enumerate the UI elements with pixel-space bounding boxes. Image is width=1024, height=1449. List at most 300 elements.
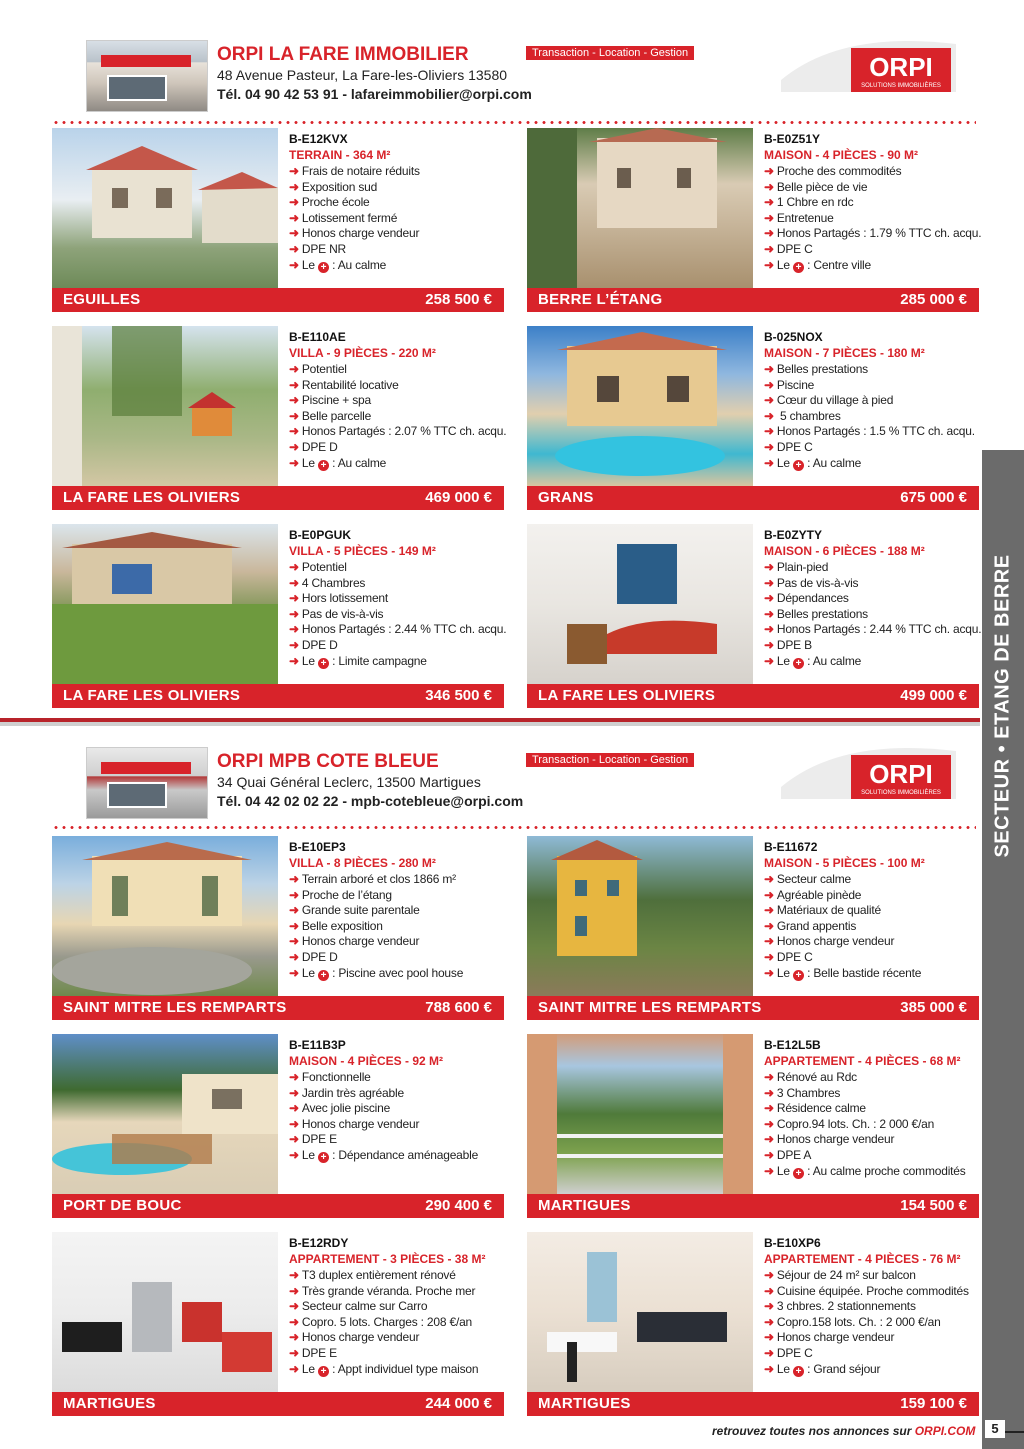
arrow-right-icon: ➜ bbox=[289, 1314, 299, 1329]
arrow-right-icon: ➜ bbox=[764, 455, 774, 470]
arrow-right-icon: ➜ bbox=[289, 393, 299, 408]
arrow-right-icon: ➜ bbox=[289, 637, 299, 652]
listing-price: 258 500 € bbox=[425, 291, 492, 308]
feature-item bbox=[764, 934, 979, 950]
arrow-right-icon: ➜ bbox=[289, 934, 299, 949]
feature-text: Piscine bbox=[776, 377, 815, 392]
feature-item bbox=[764, 1117, 979, 1133]
agency-name: ORPI LA FARE IMMOBILIER bbox=[217, 44, 469, 65]
highlight-label: Le bbox=[776, 1163, 790, 1178]
listing-city: MARTIGUES bbox=[63, 1395, 156, 1412]
listing-bar bbox=[527, 684, 979, 708]
listing-reference: B-E12KVX bbox=[289, 132, 348, 146]
feature-item bbox=[289, 164, 504, 180]
arrow-right-icon: ➜ bbox=[289, 949, 299, 964]
listing-city: EGUILLES bbox=[63, 291, 141, 308]
feature-item bbox=[289, 919, 504, 935]
feature-text: Honos Partagés : 2.07 % TTC ch. acqu. bbox=[301, 424, 507, 439]
highlight-label: Le bbox=[776, 965, 790, 980]
arrow-right-icon: ➜ bbox=[764, 934, 774, 949]
highlight-text: : Piscine avec pool house bbox=[328, 965, 464, 980]
listing-price: 244 000 € bbox=[425, 1395, 492, 1412]
listing-info bbox=[764, 528, 982, 669]
arrow-right-icon: ➜ bbox=[289, 965, 299, 980]
arrow-right-icon: ➜ bbox=[289, 195, 299, 210]
feature-text: Agréable pinède bbox=[776, 887, 862, 902]
feature-text: Honos charge vendeur bbox=[301, 934, 420, 949]
listing-info bbox=[289, 1038, 504, 1164]
feature-text: 3 Chambres bbox=[776, 1085, 841, 1100]
agency-storefront-photo bbox=[86, 40, 208, 112]
listing-card[interactable] bbox=[52, 1232, 504, 1416]
arrow-right-icon: ➜ bbox=[289, 1116, 299, 1131]
agency-address: 48 Avenue Pasteur, La Fare-les-Oliviers 13580 bbox=[217, 67, 508, 83]
property-photo bbox=[527, 1034, 753, 1194]
listing-card[interactable] bbox=[527, 326, 979, 510]
feature-item bbox=[289, 934, 504, 950]
listing-reference: B-E11B3P bbox=[289, 1038, 346, 1052]
feature-text: Très grande véranda. Proche mer bbox=[301, 1283, 476, 1298]
feature-item bbox=[289, 1346, 504, 1362]
arrow-right-icon: ➜ bbox=[764, 591, 774, 606]
dotted-divider bbox=[52, 826, 976, 829]
listing-bar bbox=[52, 996, 504, 1020]
arrow-right-icon: ➜ bbox=[764, 1101, 774, 1116]
feature-text: Pas de vis-à-vis bbox=[301, 606, 384, 621]
arrow-right-icon: ➜ bbox=[289, 1085, 299, 1100]
highlight-label: Le bbox=[776, 653, 790, 668]
feature-item bbox=[764, 607, 979, 623]
feature-item bbox=[764, 1284, 979, 1300]
plus-icon: + bbox=[318, 460, 329, 471]
feature-item bbox=[764, 1299, 979, 1315]
listing-bar bbox=[527, 1194, 979, 1218]
feature-text: Avec jolie piscine bbox=[301, 1101, 391, 1116]
feature-item bbox=[289, 560, 504, 576]
feature-item bbox=[289, 638, 504, 654]
arrow-right-icon: ➜ bbox=[764, 210, 774, 225]
arrow-right-icon: ➜ bbox=[764, 1283, 774, 1298]
arrow-right-icon: ➜ bbox=[289, 241, 299, 256]
feature-item bbox=[764, 1148, 979, 1164]
listing-price: 499 000 € bbox=[900, 687, 967, 704]
arrow-right-icon: ➜ bbox=[289, 362, 299, 376]
feature-item bbox=[289, 362, 504, 378]
highlight-text: : Grand séjour bbox=[803, 1361, 881, 1376]
agency-contact: Tél. 04 42 02 02 22 - mpb-cotebleue@orpi.com bbox=[217, 793, 524, 809]
feature-item bbox=[289, 378, 504, 394]
listing-type: MAISON - 5 PIÈCES - 100 M² bbox=[764, 856, 925, 870]
feature-text: Hors lotissement bbox=[301, 591, 389, 606]
arrow-right-icon: ➜ bbox=[289, 918, 299, 933]
feature-text: Honos Partagés : 2.44 % TTC ch. acqu. bbox=[776, 622, 982, 637]
listing-card[interactable] bbox=[527, 524, 982, 708]
feature-text: Honos Partagés : 2.44 % TTC ch. acqu. bbox=[301, 622, 507, 637]
property-photo bbox=[52, 836, 278, 996]
feature-text: Rentabilité locative bbox=[301, 377, 399, 392]
feature-item bbox=[764, 919, 979, 935]
feature-text: Copro.94 lots. Ch. : 2 000 €/an bbox=[776, 1116, 935, 1131]
listing-city: MARTIGUES bbox=[538, 1197, 631, 1214]
arrow-right-icon: ➜ bbox=[764, 408, 774, 423]
listing-type: MAISON - 4 PIÈCES - 92 M² bbox=[289, 1054, 444, 1068]
listing-price: 285 000 € bbox=[900, 291, 967, 308]
arrow-right-icon: ➜ bbox=[289, 1299, 299, 1314]
listing-reference: B-E12L5B bbox=[764, 1038, 821, 1052]
listing-card[interactable] bbox=[52, 836, 504, 1020]
property-photo bbox=[527, 524, 753, 684]
feature-highlight bbox=[289, 258, 504, 274]
feature-text: DPE B bbox=[776, 637, 812, 652]
arrow-right-icon: ➜ bbox=[764, 241, 774, 256]
property-photo bbox=[527, 326, 753, 486]
arrow-right-icon: ➜ bbox=[289, 1268, 299, 1282]
listing-price: 346 500 € bbox=[425, 687, 492, 704]
agency-header bbox=[86, 747, 966, 823]
feature-text: Piscine + spa bbox=[301, 393, 371, 408]
listing-bar bbox=[527, 996, 979, 1020]
arrow-right-icon: ➜ bbox=[764, 965, 774, 980]
listing-bar bbox=[52, 1392, 504, 1416]
listing-card[interactable] bbox=[527, 1232, 979, 1416]
property-photo bbox=[52, 1232, 278, 1392]
feature-item bbox=[764, 378, 979, 394]
listing-bar bbox=[52, 684, 504, 708]
listing-reference: B-E0Z51Y bbox=[764, 132, 821, 146]
feature-item bbox=[764, 242, 979, 258]
listing-info bbox=[289, 528, 507, 669]
listing-card[interactable] bbox=[52, 326, 507, 510]
feature-item bbox=[764, 440, 979, 456]
feature-list bbox=[764, 164, 982, 273]
feature-list bbox=[764, 1268, 979, 1377]
feature-highlight bbox=[289, 1148, 504, 1164]
page-number: 5 bbox=[985, 1420, 1005, 1438]
feature-item bbox=[289, 1117, 504, 1133]
feature-text: DPE NR bbox=[301, 241, 346, 256]
feature-item bbox=[289, 888, 504, 904]
listing-city: SAINT MITRE LES REMPARTS bbox=[63, 999, 287, 1016]
feature-text: DPE C bbox=[776, 241, 813, 256]
plus-icon: + bbox=[793, 658, 804, 669]
arrow-right-icon: ➜ bbox=[764, 1314, 774, 1329]
feature-item bbox=[289, 872, 504, 888]
listing-info bbox=[764, 330, 979, 471]
arrow-right-icon: ➜ bbox=[289, 408, 299, 423]
property-photo bbox=[52, 326, 278, 486]
feature-text: DPE D bbox=[301, 637, 338, 652]
feature-item bbox=[289, 607, 504, 623]
arrow-right-icon: ➜ bbox=[764, 1345, 774, 1360]
arrow-right-icon: ➜ bbox=[289, 903, 299, 918]
feature-text: 3 chbres. 2 stationnements bbox=[776, 1299, 916, 1314]
feature-text: Belles prestations bbox=[776, 606, 868, 621]
highlight-text: : Appt individuel type maison bbox=[328, 1361, 479, 1376]
feature-item bbox=[764, 622, 982, 638]
listing-card[interactable] bbox=[527, 1034, 979, 1218]
feature-text: Proche école bbox=[301, 195, 370, 210]
listing-type: APPARTEMENT - 4 PIÈCES - 68 M² bbox=[764, 1054, 961, 1068]
feature-list bbox=[289, 1268, 504, 1377]
feature-text: DPE A bbox=[776, 1147, 812, 1162]
feature-text: Cœur du village à pied bbox=[776, 393, 894, 408]
arrow-right-icon: ➜ bbox=[764, 377, 774, 392]
arrow-right-icon: ➜ bbox=[764, 887, 774, 902]
arrow-right-icon: ➜ bbox=[289, 226, 299, 241]
feature-item bbox=[764, 424, 979, 440]
feature-item bbox=[289, 1315, 504, 1331]
listing-card[interactable] bbox=[52, 1034, 504, 1218]
feature-item bbox=[764, 164, 979, 180]
feature-item bbox=[764, 180, 979, 196]
orpi-logo-brand: ORPI bbox=[869, 759, 933, 789]
feature-item bbox=[764, 576, 979, 592]
feature-item bbox=[764, 211, 979, 227]
arrow-right-icon: ➜ bbox=[289, 179, 299, 194]
feature-item bbox=[289, 409, 504, 425]
feature-highlight bbox=[764, 1164, 979, 1180]
feature-item bbox=[764, 362, 979, 378]
highlight-text: : Belle bastide récente bbox=[803, 965, 922, 980]
listing-card[interactable] bbox=[52, 128, 504, 312]
arrow-right-icon: ➜ bbox=[764, 362, 774, 376]
agency-services-tag: Transaction - Location - Gestion bbox=[526, 753, 694, 767]
feature-text: Jardin très agréable bbox=[301, 1085, 404, 1100]
plus-icon: + bbox=[318, 970, 329, 981]
arrow-right-icon: ➜ bbox=[289, 1147, 299, 1162]
arrow-right-icon: ➜ bbox=[764, 606, 774, 621]
property-photo bbox=[52, 524, 278, 684]
listing-type: MAISON - 6 PIÈCES - 188 M² bbox=[764, 544, 925, 558]
agency-storefront-photo bbox=[86, 747, 208, 819]
footer-text: retrouvez toutes nos annonces sur bbox=[712, 1424, 915, 1438]
arrow-right-icon: ➜ bbox=[764, 903, 774, 918]
arrow-right-icon: ➜ bbox=[289, 257, 299, 272]
arrow-right-icon: ➜ bbox=[764, 637, 774, 652]
listing-bar bbox=[52, 288, 504, 312]
feature-item bbox=[289, 211, 504, 227]
highlight-label: Le bbox=[301, 1361, 315, 1376]
feature-text: Copro. 5 lots. Charges : 208 €/an bbox=[301, 1314, 473, 1329]
feature-highlight bbox=[764, 966, 979, 982]
arrow-right-icon: ➜ bbox=[289, 1132, 299, 1147]
feature-text: DPE C bbox=[776, 949, 813, 964]
footer-website-link[interactable]: ORPI.COM bbox=[914, 1424, 976, 1438]
listing-type: VILLA - 5 PIÈCES - 149 M² bbox=[289, 544, 436, 558]
listing-bar bbox=[527, 288, 979, 312]
arrow-right-icon: ➜ bbox=[764, 195, 774, 210]
feature-text: 5 chambres bbox=[776, 408, 841, 423]
property-photo bbox=[527, 1232, 753, 1392]
feature-item bbox=[289, 1299, 504, 1315]
feature-highlight bbox=[764, 654, 979, 670]
arrow-right-icon: ➜ bbox=[764, 164, 774, 178]
highlight-text: : Au calme bbox=[328, 455, 387, 470]
arrow-right-icon: ➜ bbox=[289, 591, 299, 606]
listing-reference: B-E10XP6 bbox=[764, 1236, 821, 1250]
arrow-right-icon: ➜ bbox=[764, 1085, 774, 1100]
feature-text: Potentiel bbox=[301, 560, 347, 574]
feature-item bbox=[764, 226, 982, 242]
listing-type: VILLA - 8 PIÈCES - 280 M² bbox=[289, 856, 436, 870]
feature-list bbox=[764, 560, 982, 669]
feature-text: Honos charge vendeur bbox=[776, 934, 895, 949]
listing-info bbox=[764, 1038, 979, 1179]
feature-item bbox=[764, 560, 979, 576]
arrow-right-icon: ➜ bbox=[764, 1116, 774, 1131]
feature-text: Cuisine équipée. Proche commodités bbox=[776, 1283, 969, 1298]
plus-icon: + bbox=[318, 658, 329, 669]
feature-item bbox=[764, 1330, 979, 1346]
arrow-right-icon: ➜ bbox=[289, 887, 299, 902]
section-separator-shadow bbox=[0, 722, 980, 726]
highlight-label: Le bbox=[776, 1361, 790, 1376]
feature-item bbox=[289, 195, 504, 211]
feature-item bbox=[289, 226, 504, 242]
feature-item bbox=[289, 576, 504, 592]
arrow-right-icon: ➜ bbox=[289, 1345, 299, 1360]
listing-bar bbox=[52, 486, 504, 510]
property-photo bbox=[527, 128, 753, 288]
feature-list bbox=[764, 1070, 979, 1179]
feature-text: 1 Chbre en rdc bbox=[776, 195, 854, 210]
listing-card[interactable] bbox=[52, 524, 507, 708]
listing-price: 159 100 € bbox=[900, 1395, 967, 1412]
feature-item bbox=[764, 950, 979, 966]
feature-highlight bbox=[289, 1362, 504, 1378]
feature-text: Grand appentis bbox=[776, 918, 857, 933]
feature-list bbox=[764, 362, 979, 471]
plus-icon: + bbox=[793, 1168, 804, 1179]
listing-card[interactable] bbox=[527, 128, 982, 312]
footer-note bbox=[712, 1424, 975, 1438]
feature-highlight bbox=[289, 966, 504, 982]
listing-bar bbox=[527, 486, 979, 510]
listing-reference: B-E11672 bbox=[764, 840, 818, 854]
arrow-right-icon: ➜ bbox=[289, 560, 299, 574]
highlight-label: Le bbox=[776, 257, 790, 272]
feature-item bbox=[289, 950, 504, 966]
feature-text: Honos charge vendeur bbox=[301, 1116, 420, 1131]
feature-text: Honos charge vendeur bbox=[776, 1330, 895, 1345]
feature-text: Proche des commodités bbox=[776, 164, 902, 178]
feature-text: DPE D bbox=[301, 949, 338, 964]
feature-list bbox=[289, 362, 507, 471]
feature-item bbox=[289, 440, 504, 456]
listing-info bbox=[289, 840, 504, 981]
feature-text: Entretenue bbox=[776, 210, 834, 225]
arrow-right-icon: ➜ bbox=[764, 393, 774, 408]
listing-reference: B-E0PGUK bbox=[289, 528, 352, 542]
listing-type: MAISON - 7 PIÈCES - 180 M² bbox=[764, 346, 925, 360]
arrow-right-icon: ➜ bbox=[289, 210, 299, 225]
listing-city: BERRE L’ÉTANG bbox=[538, 291, 663, 308]
feature-text: Copro.158 lots. Ch. : 2 000 €/an bbox=[776, 1314, 941, 1329]
feature-item bbox=[764, 393, 979, 409]
listing-info bbox=[764, 132, 982, 273]
feature-item bbox=[289, 242, 504, 258]
feature-list bbox=[764, 872, 979, 981]
arrow-right-icon: ➜ bbox=[764, 226, 774, 241]
arrow-right-icon: ➜ bbox=[289, 455, 299, 470]
listing-city: PORT DE BOUC bbox=[63, 1197, 182, 1214]
arrow-right-icon: ➜ bbox=[764, 1147, 774, 1162]
arrow-right-icon: ➜ bbox=[289, 1283, 299, 1298]
arrow-right-icon: ➜ bbox=[289, 872, 299, 886]
listing-reference: B-E110AE bbox=[289, 330, 346, 344]
listing-city: GRANS bbox=[538, 489, 594, 506]
plus-icon: + bbox=[793, 262, 804, 273]
listing-city: MARTIGUES bbox=[538, 1395, 631, 1412]
arrow-right-icon: ➜ bbox=[289, 377, 299, 392]
agency-contact: Tél. 04 90 42 53 91 - lafareimmobilier@orpi.com bbox=[217, 86, 532, 102]
feature-item bbox=[764, 1268, 979, 1284]
arrow-right-icon: ➜ bbox=[289, 1070, 299, 1084]
feature-item bbox=[289, 393, 504, 409]
feature-item bbox=[289, 1086, 504, 1102]
feature-text: Rénové au Rdc bbox=[776, 1070, 857, 1084]
arrow-right-icon: ➜ bbox=[289, 424, 299, 439]
listing-reference: B-025NOX bbox=[764, 330, 823, 344]
arrow-right-icon: ➜ bbox=[764, 1163, 774, 1178]
arrow-right-icon: ➜ bbox=[289, 439, 299, 454]
feature-text: Pas de vis-à-vis bbox=[776, 575, 859, 590]
arrow-right-icon: ➜ bbox=[764, 257, 774, 272]
listing-city: LA FARE LES OLIVIERS bbox=[63, 687, 241, 704]
feature-text: Frais de notaire réduits bbox=[301, 164, 420, 178]
feature-item bbox=[289, 1284, 504, 1300]
arrow-right-icon: ➜ bbox=[764, 1268, 774, 1282]
feature-text: Potentiel bbox=[301, 362, 347, 376]
highlight-label: Le bbox=[301, 1147, 315, 1162]
feature-text: Proche de l’étang bbox=[301, 887, 392, 902]
feature-text: Lotissement fermé bbox=[301, 210, 398, 225]
orpi-logo-subtitle: SOLUTIONS IMMOBILIÈRES bbox=[861, 83, 941, 89]
feature-text: Secteur calme sur Carro bbox=[301, 1299, 428, 1314]
listing-city: LA FARE LES OLIVIERS bbox=[63, 489, 241, 506]
feature-text: Belle parcelle bbox=[301, 408, 372, 423]
listing-price: 385 000 € bbox=[900, 999, 967, 1016]
dotted-divider bbox=[52, 121, 976, 124]
listing-reference: B-E0ZYTY bbox=[764, 528, 823, 542]
highlight-text: : Limite campagne bbox=[328, 653, 427, 668]
page-number-line bbox=[1005, 1431, 1024, 1433]
plus-icon: + bbox=[318, 1366, 329, 1377]
feature-text: Plain-pied bbox=[776, 560, 829, 574]
feature-item bbox=[764, 1346, 979, 1362]
feature-highlight bbox=[764, 258, 979, 274]
listing-card[interactable] bbox=[527, 836, 979, 1020]
highlight-text: : Au calme bbox=[328, 257, 387, 272]
arrow-right-icon: ➜ bbox=[764, 1070, 774, 1084]
orpi-logo-brand: ORPI bbox=[869, 52, 933, 82]
feature-item bbox=[289, 180, 504, 196]
arrow-right-icon: ➜ bbox=[289, 1101, 299, 1116]
orpi-logo-icon bbox=[781, 747, 956, 799]
feature-text: Honos charge vendeur bbox=[301, 226, 420, 241]
listing-info bbox=[289, 1236, 504, 1377]
feature-item bbox=[289, 424, 507, 440]
feature-item bbox=[764, 903, 979, 919]
listing-price: 788 600 € bbox=[425, 999, 492, 1016]
listing-city: LA FARE LES OLIVIERS bbox=[538, 687, 716, 704]
plus-icon: + bbox=[318, 262, 329, 273]
highlight-label: Le bbox=[301, 653, 315, 668]
feature-item bbox=[764, 888, 979, 904]
listing-type: APPARTEMENT - 3 PIÈCES - 38 M² bbox=[289, 1252, 486, 1266]
feature-text: Exposition sud bbox=[301, 179, 378, 194]
highlight-text: : Centre ville bbox=[803, 257, 871, 272]
